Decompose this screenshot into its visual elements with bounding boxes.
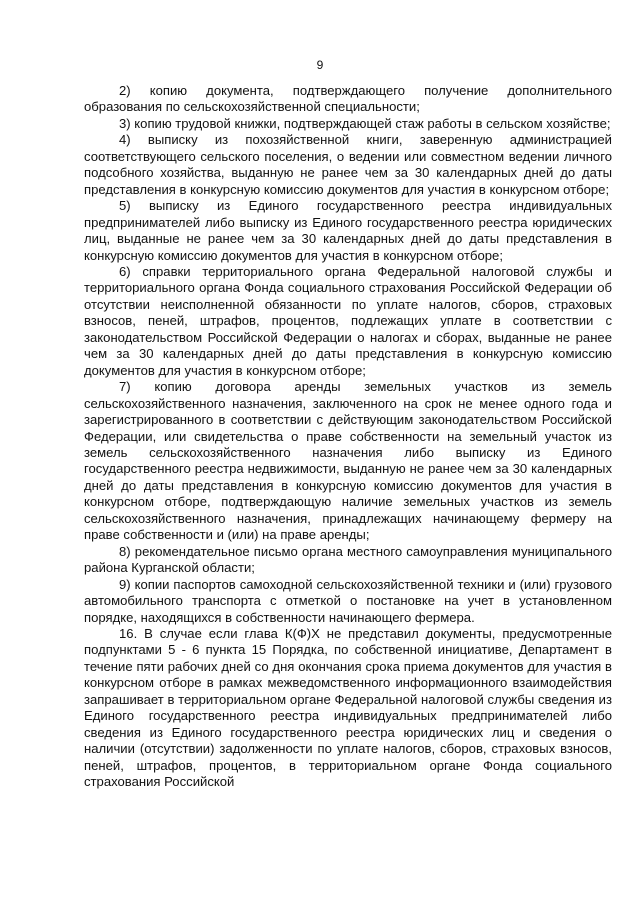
list-item-9-vehicle-passports: 9) копии паспортов самоходной сельскохозяйственной техники и (или) грузового автомобильного транспорта с отметкой о постановке на учет в установленном порядке, находящихся в собственности начинающего фермера. — [84, 576, 612, 625]
list-item-4-household-book-extract: 4) выписку из похозяйственной книги, заверенную администрацией соответствующего сельского поселения, о ведении или совместном ведении личного подсобного хозяйства, выданную не ранее чем за 30 календарных дней до даты представления в конкурсную комиссию документов для участия в конкурсном отборе; — [84, 132, 612, 197]
document-body — [84, 83, 612, 790]
list-item-8-recommendation-letter: 8) рекомендательное письмо органа местного самоуправления муниципального района Курганской области; — [84, 543, 612, 576]
page-number: 9 — [316, 58, 324, 72]
section-16-paragraph: 16. В случае если глава К(Ф)Х не представил документы, предусмотренные подпунктами 5 - 6 пункта 15 Порядка, по собственной инициативе, Департамент в течение пяти рабочих дней со дня окончания срока приема документов для участия в конкурсном отборе в рамках межведомственного информационного взаимодействия запрашивает в территориальном органе Федеральной налоговой службы сведения из Единого государственного реестра индивидуальных предпринимателей либо сведения из Единого государственного реестра юридических лиц и сведения о наличии (отсутствии) задолженности по уплате налогов, сборов, страховых взносов, пеней, штрафов, процентов, в территориальном органе Фонда социального страхования Российской — [84, 625, 612, 790]
list-item-6-tax-certificates: 6) справки территориального органа Федеральной налоговой службы и территориального органа Фонда социального страхования Российской Федерации об отсутствии неисполненной обязанности по уплате налогов, сборов, страховых взносов, пеней, штрафов, процентов, подлежащих уплате в соответствии с законодательством Российской Федерации о налогах и сборах, выданные не ранее чем за 30 календарных дней до даты представления в конкурсную комиссию документов для участия в конкурсном отборе; — [84, 263, 612, 378]
list-item-2-additional-education: 2) копию документа, подтверждающего получение дополнительного образования по сельскохозяйственной специальности; — [84, 83, 612, 115]
list-item-5-state-register-extract: 5) выписку из Единого государственного реестра индивидуальных предпринимателей либо выписку из Единого государственного реестра юридических лиц, выданные не ранее чем за 30 календарных дней до даты представления в конкурсную комиссию документов для участия в конкурсном отборе; — [84, 198, 612, 263]
list-item-3-employment-record: 3) копию трудовой книжки, подтверждающей стаж работы в сельском хозяйстве; — [119, 115, 611, 131]
list-item-7-land-lease-agreement: 7) копию договора аренды земельных участков из земель сельскохозяйственного назначения, заключенного на срок не менее одного года и зарегистрированного в соответствии с действующим законодательством Российской Федерации, или свидетельства о праве собственности на земельный участок из земель сельскохозяйственного назначения либо выписку из Единого государственного реестра недвижимости, выданную не ранее чем за 30 календарных дней до даты представления в конкурсную комиссию документов для участия в конкурсном отборе, подтверждающую наличие земельных участков из земель сельскохозяйственного назначения, принадлежащих начинающему фермеру на праве собственности и (или) на праве аренды; — [84, 379, 612, 543]
